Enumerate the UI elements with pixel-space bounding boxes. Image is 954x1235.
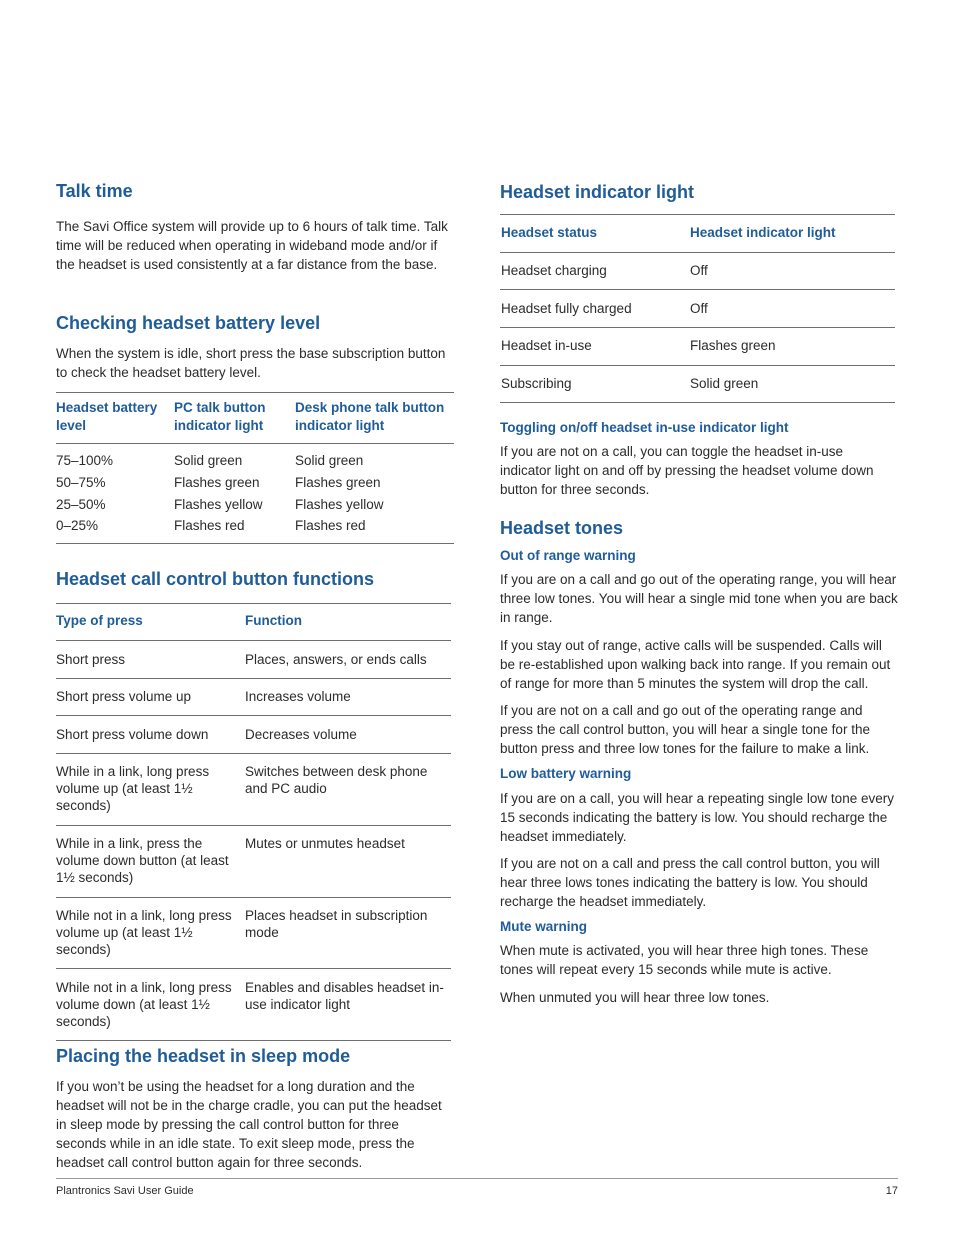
out-of-range-heading: Out of range warning	[500, 548, 636, 563]
battery-heading: Checking headset battery level	[56, 313, 321, 333]
table-cell: Enables and disables headset in-use indicator light	[245, 980, 444, 1012]
table-cell: Off	[690, 263, 708, 278]
table-cell: Places, answers, or ends calls	[245, 652, 427, 667]
table-rule	[500, 252, 895, 253]
table-rule	[56, 1040, 451, 1041]
table-rule	[56, 603, 451, 604]
page-number: 17	[885, 1185, 898, 1197]
table-cell: 75–100%	[56, 453, 114, 468]
table-header: Headset battery level	[56, 400, 158, 433]
toggle-heading: Toggling on/off headset in-use indicator light	[500, 420, 789, 435]
table-cell: Flashes green	[690, 338, 776, 353]
table-cell: While not in a link, long press volume down (at least 1½ seconds)	[56, 980, 232, 1029]
table-header: Headset indicator light	[690, 225, 836, 240]
table-rule	[56, 897, 451, 898]
table-rule	[56, 392, 454, 393]
table-cell: Flashes red	[295, 518, 366, 533]
table-header: Function	[245, 613, 302, 628]
table-cell: Flashes red	[174, 518, 245, 533]
low-battery-heading: Low battery warning	[500, 766, 632, 781]
table-cell: Headset charging	[501, 263, 607, 278]
table-header: PC talk button indicator light	[174, 400, 266, 433]
table-rule	[56, 968, 451, 969]
table-cell: Short press volume up	[56, 689, 192, 704]
table-cell: While in a link, long press volume up (at least 1½ seconds)	[56, 764, 210, 813]
table-cell: Flashes green	[295, 475, 381, 490]
tones-heading: Headset tones	[500, 518, 624, 538]
battery-body: When the system is idle, short press the base subscription button to check the headset battery level.	[56, 346, 446, 380]
footer-title: Plantronics Savi User Guide	[56, 1185, 194, 1197]
out-of-range-p2: If you stay out of range, active calls will be suspended. Calls will be re-established upon walking back into range. If you remain out of range for more than 5 minutes the system will drop the call.	[500, 638, 891, 691]
table-rule	[56, 825, 451, 826]
low-battery-p2: If you are not on a call and press the call control button, you will hear three lows tones indicating the battery is low. You should recharge the headset immediately.	[500, 856, 880, 909]
page-footer	[56, 1178, 898, 1197]
table-header: Type of press	[56, 613, 143, 628]
indicator-heading: Headset indicator light	[500, 182, 695, 202]
table-cell: Increases volume	[245, 689, 351, 704]
table-rule	[500, 402, 895, 403]
table-cell: Solid green	[690, 376, 759, 391]
mute-p2: When unmuted you will hear three low tones.	[500, 990, 770, 1005]
table-rule	[56, 715, 451, 716]
table-rule	[56, 543, 454, 544]
table-rule	[500, 289, 895, 290]
out-of-range-p1: If you are on a call and go out of the operating range, you will hear three low tones. You will hear a single mid tone when you are back in range.	[500, 572, 898, 625]
talk-time-heading: Talk time	[56, 181, 133, 201]
talk-time-body: The Savi Office system will provide up to 6 hours of talk time. Talk time will be reduced when operating in wideband mode and/or if the headset is used consistently at a far distance from the base.	[56, 219, 448, 272]
table-rule	[56, 753, 451, 754]
low-battery-p1: If you are on a call, you will hear a repeating single low tone every 15 seconds indicating the battery is low. You should recharge the headset immediately.	[500, 791, 894, 844]
table-cell: 50–75%	[56, 475, 106, 490]
table-cell: While in a link, press the volume down button (at least 1½ seconds)	[56, 836, 229, 885]
table-rule	[56, 443, 454, 444]
table-cell: Flashes yellow	[174, 497, 263, 512]
table-cell: Flashes green	[174, 475, 260, 490]
table-cell: Flashes yellow	[295, 497, 384, 512]
table-cell: Switches between desk phone and PC audio	[245, 764, 428, 796]
table-cell: Headset fully charged	[501, 301, 632, 316]
table-cell: Solid green	[174, 453, 243, 468]
table-cell: Subscribing	[501, 376, 572, 391]
table-header: Headset status	[501, 225, 598, 240]
table-cell: Mutes or unmutes headset	[245, 836, 405, 851]
table-cell: 25–50%	[56, 497, 106, 512]
toggle-body: If you are not on a call, you can toggle the headset in-use indicator light on and off by pressing the headset volume down button for three seconds.	[500, 444, 874, 497]
table-rule	[56, 678, 451, 679]
table-rule	[500, 327, 895, 328]
mute-heading: Mute warning	[500, 919, 587, 934]
sleep-body: If you won’t be using the headset for a long duration and the headset will not be in the charge cradle, you can put the headset in sleep mode by pressing the call control button for three seconds while in an idle state. To exit sleep mode, press the headset call control button again for three seconds.	[56, 1079, 442, 1170]
table-cell: Off	[690, 301, 708, 316]
call-control-heading: Headset call control button functions	[56, 569, 375, 589]
table-cell: While not in a link, long press volume up (at least 1½ seconds)	[56, 908, 232, 957]
out-of-range-p3: If you are not on a call and go out of the operating range and press the call control button, you will hear a single tone for the button press and three low tones for the failure to make a link.	[500, 703, 870, 756]
table-cell: Short press	[56, 652, 126, 667]
table-cell: Places headset in subscription mode	[245, 908, 428, 940]
sleep-heading: Placing the headset in sleep mode	[56, 1046, 351, 1066]
table-cell: Headset in-use	[501, 338, 592, 353]
table-rule	[500, 365, 895, 366]
table-cell: 0–25%	[56, 518, 99, 533]
table-header: Desk phone talk button indicator light	[295, 400, 445, 433]
mute-p1: When mute is activated, you will hear three high tones. These tones will repeat every 15 seconds while mute is active.	[500, 943, 869, 977]
table-cell: Short press volume down	[56, 727, 209, 742]
table-rule	[500, 214, 895, 215]
table-rule	[56, 640, 451, 641]
table-cell: Solid green	[295, 453, 364, 468]
table-cell: Decreases volume	[245, 727, 357, 742]
